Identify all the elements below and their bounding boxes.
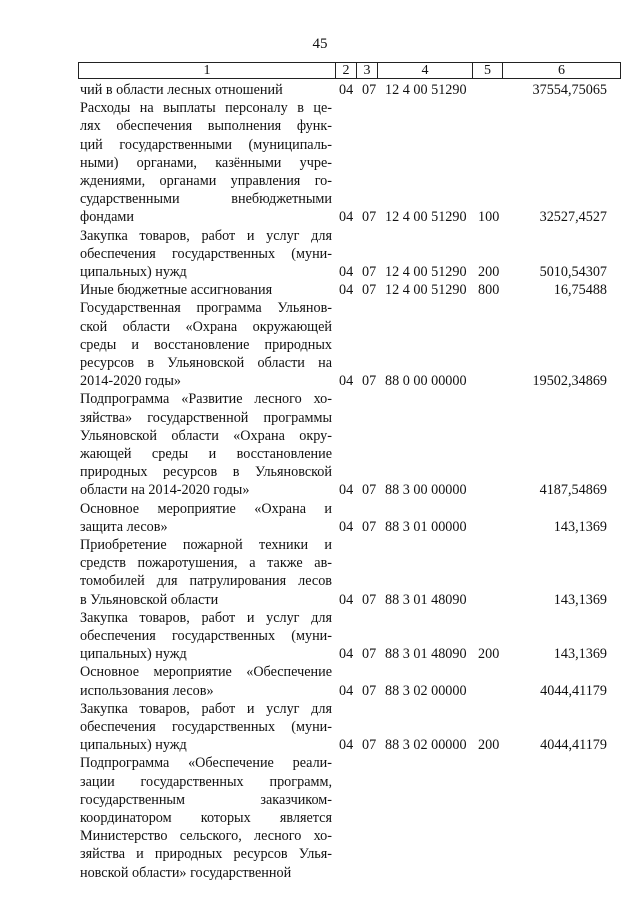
row-description-line: Расходы на выплаты персоналу в це- [80, 100, 332, 117]
row-amount: 32527,4527 [539, 209, 607, 226]
row-amount: 37554,75065 [532, 82, 607, 98]
row-description-line: Основное мероприятие «Обеспечение [80, 664, 332, 681]
row-description-line: государственным заказчиком- [80, 791, 332, 808]
row-description-line: сударственными внебюджетными [80, 191, 332, 208]
row-target-code: 88 0 00 00000 [385, 373, 467, 390]
row-subsection-code: 07 [362, 682, 377, 699]
row-section-code: 04 [339, 591, 354, 608]
row-subsection-code: 07 [362, 264, 377, 280]
row-description-line: средств пожаротушения, а также ав- [80, 555, 332, 572]
row-expense-type: 100 [478, 209, 500, 226]
row-description-line: ской области «Охрана окружающей [80, 318, 332, 335]
row-description-line: 2014-2020 годы» [80, 373, 182, 390]
header-col-3: 3 [357, 63, 378, 78]
row-description-line: ций государственными (муниципаль- [80, 136, 332, 153]
table-header [78, 62, 621, 79]
row-expense-type: 200 [478, 264, 500, 280]
row-section-code: 04 [339, 482, 354, 499]
row-description-line: координатором которых является [80, 810, 332, 826]
row-target-code: 12 4 00 51290 [385, 82, 467, 98]
row-subsection-code: 07 [362, 591, 377, 608]
row-amount: 19502,34869 [532, 373, 607, 390]
header-col-1: 1 [79, 63, 336, 78]
row-description-line: зяйства» государственной программы [80, 409, 332, 426]
row-description-line: Иные бюджетные ассигнования [80, 282, 273, 299]
row-amount: 4187,54869 [539, 482, 607, 499]
row-description-line: ждениями, органами управления го- [80, 173, 332, 189]
row-subsection-code: 07 [362, 646, 377, 663]
header-col-2: 2 [336, 63, 357, 78]
row-description-line: в Ульяновской области [80, 591, 219, 608]
row-description-line: ципальных) нужд [80, 646, 187, 663]
row-target-code: 88 3 02 00000 [385, 737, 467, 754]
row-description-line: природных ресурсов в Ульяновской [80, 464, 332, 481]
row-description-line: Закупка товаров, работ и услуг для [80, 609, 332, 626]
row-description-line: Министерство сельского, лесного хо- [80, 828, 332, 845]
row-description-line: томобилей для патрулирования лесов [80, 573, 332, 590]
row-description-line: среды и восстановление природных [80, 336, 332, 353]
row-subsection-code: 07 [362, 373, 377, 390]
row-section-code: 04 [339, 737, 354, 754]
row-description-line: чий в области лесных отношений [80, 82, 283, 98]
row-description-line: ными) органами, казёнными учре- [80, 154, 332, 171]
row-description-line: обеспечения государственных (муни- [80, 245, 332, 262]
row-description-line: Подпрограмма «Развитие лесного хо- [80, 391, 332, 408]
row-target-code: 12 4 00 51290 [385, 282, 467, 299]
row-description-line: Закупка товаров, работ и услуг для [80, 227, 332, 244]
row-target-code: 12 4 00 51290 [385, 264, 467, 280]
header-col-4: 4 [378, 63, 473, 78]
row-description-line: Ульяновской области «Охрана окру- [80, 427, 332, 444]
row-description-line: лях обеспечения выполнения функ- [80, 118, 332, 135]
row-description-line: зяйства и природных ресурсов Улья- [80, 846, 332, 863]
row-section-code: 04 [339, 373, 354, 390]
page-number: 45 [312, 36, 328, 52]
row-amount: 4044,41179 [540, 737, 607, 754]
row-description-line: защита лесов» [80, 518, 168, 535]
row-section-code: 04 [339, 209, 354, 226]
row-subsection-code: 07 [362, 82, 377, 98]
row-description-line: ципальных) нужд [80, 264, 187, 280]
row-target-code: 12 4 00 51290 [385, 209, 467, 226]
row-subsection-code: 07 [362, 737, 377, 754]
row-description-line: обеспечения государственных (муни- [80, 628, 332, 644]
row-description-line: зации государственных программ, [80, 773, 332, 790]
row-amount: 4044,41179 [540, 682, 607, 699]
row-description-line: Закупка товаров, работ и услуг для [80, 700, 332, 717]
row-amount: 5010,54307 [539, 264, 607, 280]
row-section-code: 04 [339, 264, 354, 280]
row-amount: 16,75488 [553, 282, 607, 299]
row-amount: 143,1369 [553, 591, 607, 608]
row-description-line: фондами [80, 209, 134, 226]
row-expense-type: 200 [478, 646, 500, 663]
row-description-line: новской области» государственной [80, 864, 292, 881]
row-section-code: 04 [339, 282, 354, 299]
row-target-code: 88 3 00 00000 [385, 482, 467, 499]
row-description-line: жающей среды и восстановление [80, 446, 332, 462]
row-section-code: 04 [339, 82, 354, 98]
row-target-code: 88 3 01 48090 [385, 591, 467, 608]
header-col-5: 5 [473, 63, 503, 78]
row-description-line: обеспечения государственных (муни- [80, 719, 332, 735]
row-description-line: Государственная программа Ульянов- [80, 300, 332, 317]
row-description-line: ресурсов в Ульяновской области на [80, 355, 332, 371]
row-description-line: ципальных) нужд [80, 737, 187, 754]
row-expense-type: 800 [478, 282, 500, 299]
row-description-line: Приобретение пожарной техники и [80, 537, 332, 553]
row-amount: 143,1369 [553, 518, 607, 535]
row-section-code: 04 [339, 682, 354, 699]
row-target-code: 88 3 01 48090 [385, 646, 467, 663]
row-section-code: 04 [339, 646, 354, 663]
row-description-line: Основное мероприятие «Охрана и [80, 500, 332, 517]
row-target-code: 88 3 01 00000 [385, 518, 467, 535]
row-description-line: области на 2014-2020 годы» [80, 482, 250, 499]
row-description-line: использования лесов» [80, 682, 214, 699]
row-target-code: 88 3 02 00000 [385, 682, 467, 699]
row-subsection-code: 07 [362, 518, 377, 535]
row-amount: 143,1369 [553, 646, 607, 663]
header-col-6: 6 [558, 63, 565, 78]
row-section-code: 04 [339, 518, 354, 535]
row-expense-type: 200 [478, 737, 500, 754]
row-subsection-code: 07 [362, 482, 377, 499]
row-subsection-code: 07 [362, 209, 377, 226]
row-subsection-code: 07 [362, 282, 377, 299]
row-description-line: Подпрограмма «Обеспечение реали- [80, 755, 332, 772]
